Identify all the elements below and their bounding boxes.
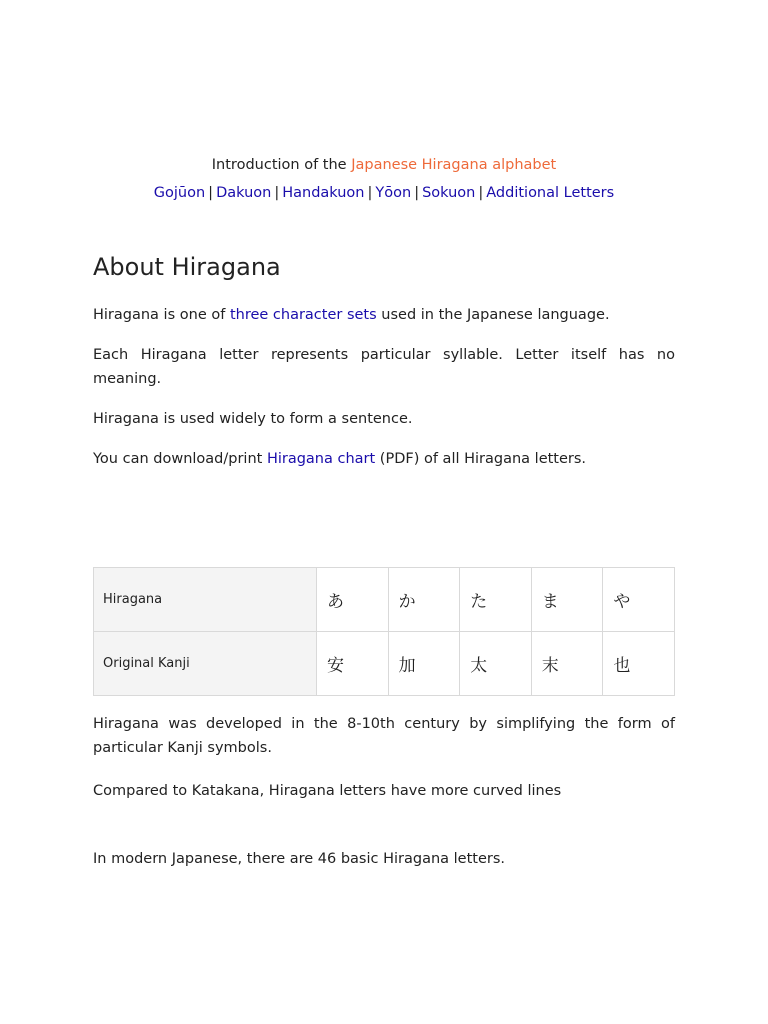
table-cell: ま xyxy=(531,568,603,632)
row-header-original-kanji: Original Kanji xyxy=(94,632,317,696)
nav-link-dakuon[interactable]: Dakuon xyxy=(216,185,272,201)
table-cell: か xyxy=(388,568,460,632)
table-cell: 安 xyxy=(317,632,389,696)
table-cell: た xyxy=(460,568,532,632)
paragraph-comparison: Compared to Katakana, Hiragana letters have more curved lines xyxy=(93,783,562,799)
paragraph-text: You can download/print xyxy=(93,451,267,467)
nav-link-additional-letters[interactable]: Additional Letters xyxy=(486,185,615,201)
intro-line xyxy=(93,155,675,175)
table-cell: や xyxy=(603,568,675,632)
table-cell: 也 xyxy=(603,632,675,696)
hiragana-chart-link[interactable]: Hiragana chart xyxy=(266,451,376,467)
paragraph-text: used in the Japanese language. xyxy=(376,307,610,323)
paragraph-text: is one of xyxy=(158,307,230,323)
paragraph-syllable: Each Hiragana letter represents particular syllable. Letter itself has no meaning. xyxy=(93,347,675,387)
table-cell: 加 xyxy=(388,632,460,696)
nav-separator: | xyxy=(274,185,280,201)
paragraph-intro xyxy=(93,303,675,327)
nav-separator: | xyxy=(367,185,373,201)
table-cell: 末 xyxy=(531,632,603,696)
page-title: About Hiragana xyxy=(93,253,281,281)
intro-alphabet-link[interactable]: Japanese Hiragana alphabet xyxy=(351,157,557,173)
section-nav xyxy=(93,183,675,203)
nav-separator: | xyxy=(208,185,214,201)
table-cell: あ xyxy=(317,568,389,632)
paragraph-count: In modern Japanese, there are 46 basic Hiragana letters. xyxy=(93,851,506,867)
nav-separator: | xyxy=(414,185,420,201)
row-header-hiragana: Hiragana xyxy=(94,568,317,632)
intro-prefix: Introduction of the xyxy=(211,157,352,173)
nav-link-handakuon[interactable]: Handakuon xyxy=(282,185,365,201)
nav-link-yoon[interactable]: Yōon xyxy=(375,185,412,201)
nav-separator: | xyxy=(478,185,484,201)
nav-link-gojuon[interactable]: Gojūon xyxy=(153,185,206,201)
three-character-sets-link[interactable]: three character sets xyxy=(229,307,377,323)
paragraph-history: Hiragana was developed in the 8-10th century by simplifying the form of particular Kanji symbols. xyxy=(93,716,675,756)
paragraph-text: (PDF) of all Hiragana letters. xyxy=(375,451,587,467)
paragraph-usage: Hiragana is used widely to form a sentence. xyxy=(93,411,413,427)
table-row xyxy=(94,568,675,632)
nav-link-sokuon[interactable]: Sokuon xyxy=(422,185,476,201)
bold-term: Hiragana xyxy=(93,307,159,323)
paragraph-download xyxy=(93,447,675,471)
kana-origin-table xyxy=(93,567,675,696)
table-row xyxy=(94,632,675,696)
table-cell: 太 xyxy=(460,632,532,696)
